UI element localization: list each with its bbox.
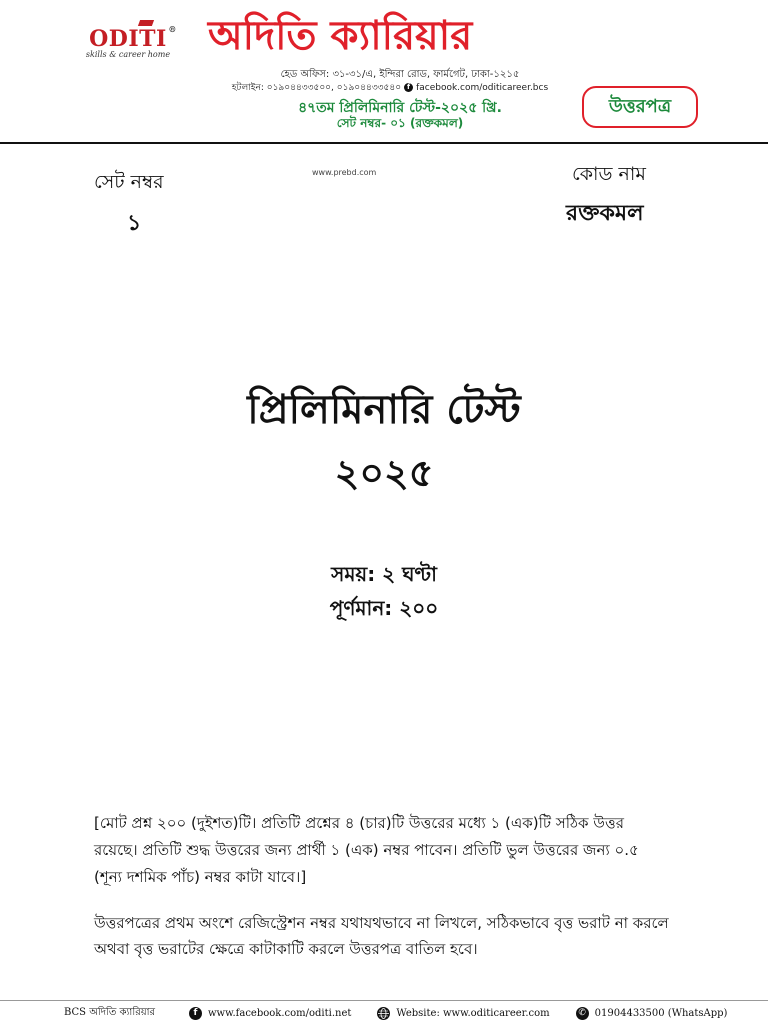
facebook-page-text: facebook.com/oditicareer.bcs [416,82,549,93]
full-marks: পূর্ণমান: ২০০ [329,596,439,620]
main-year: ২০২৫ [334,450,434,495]
logo-text: ODITI [89,26,167,52]
brand-title: অদিতি ক্যারিয়ার [208,12,473,59]
instruction-line: (শূন্য দশমিক পাঁচ) নম্বর কাটা যাবে।] [94,868,307,886]
instruction-line: রয়েছে। প্রতিটি শুদ্ধ উত্তরের জন্য প্রার্থী ১ (এক) নম্বর পাবেন। প্রতিটি ভুল উত্তরের জন্য ০.৫ [94,841,639,859]
facebook-icon: f [404,83,413,92]
hotline-text: হটলাইন: ০১৯০৪৪৩৩৫০০, ০১৯০৪৪৩৩৫৪০ [231,83,402,93]
footer-facebook-link[interactable]: www.facebook.com/oditi.net [207,1007,352,1019]
logo-tagline: skills & career home [85,50,171,59]
main-title: প্রিলিমিনারি টেস্ট [247,386,521,433]
warning-line: অথবা বৃত্ত ভরাটের ক্ষেত্রে কাটাকাটি করলে উত্তরপত্র বাতিল হবে। [94,940,478,958]
registered-mark: ® [168,24,177,34]
code-name-label: কোড নাম [572,163,646,185]
head-office-address: হেড অফিস: ৩১-৩১/এ, ইন্দিরা রোড, ফার্মগেট, ঢাকা-১২১৫ [280,69,520,80]
footer-phone: 01904433500 (WhatsApp) [594,1007,728,1019]
phone-icon: ✆ [576,1007,589,1020]
warning-block [94,910,694,962]
answer-sheet-badge [582,86,698,128]
instructions-block [94,810,694,891]
set-number-label: সেট নম্বর [94,171,164,193]
set-number-value: ১ [127,211,142,236]
warning-line: উত্তরপত্রের প্রথম অংশে রেজিস্ট্রেশন নম্বর যথাযথভাবে না লিখলে, সঠিকভাবে বৃত্ত ভরাট না করলে [94,914,669,932]
code-name-value: রক্তকমল [566,201,644,226]
exam-duration: সময়: ২ ঘণ্টা [331,562,437,586]
answer-sheet-label: উত্তরপত্র [608,95,672,117]
header-divider [0,142,768,144]
globe-icon [377,1007,390,1020]
footer-brand: BCS অদিতি ক্যারিয়ার [64,1006,155,1018]
oditi-logo [78,26,178,59]
footer-website-link[interactable]: Website: www.oditicareer.com [396,1007,550,1019]
graduation-cap-icon [138,20,154,26]
contact-line [190,80,590,95]
exam-title: ৪৭তম প্রিলিমিনারি টেস্ট-২০২৫ খ্রি. [298,100,502,116]
set-code-line: সেট নম্বর- ০১ (রক্তকমল) [336,116,464,130]
footer-divider [0,1000,768,1001]
instruction-line: [মোট প্রশ্ন ২০০ (দুইশত)টি। প্রতিটি প্রশ্নের ৪ (চার)টি উত্তরের মধ্যে ১ (এক)টি সঠিক উত্তর [94,814,624,832]
footer [64,1004,744,1022]
watermark-url: www.prebd.com [312,168,377,177]
facebook-icon: f [189,1007,202,1020]
